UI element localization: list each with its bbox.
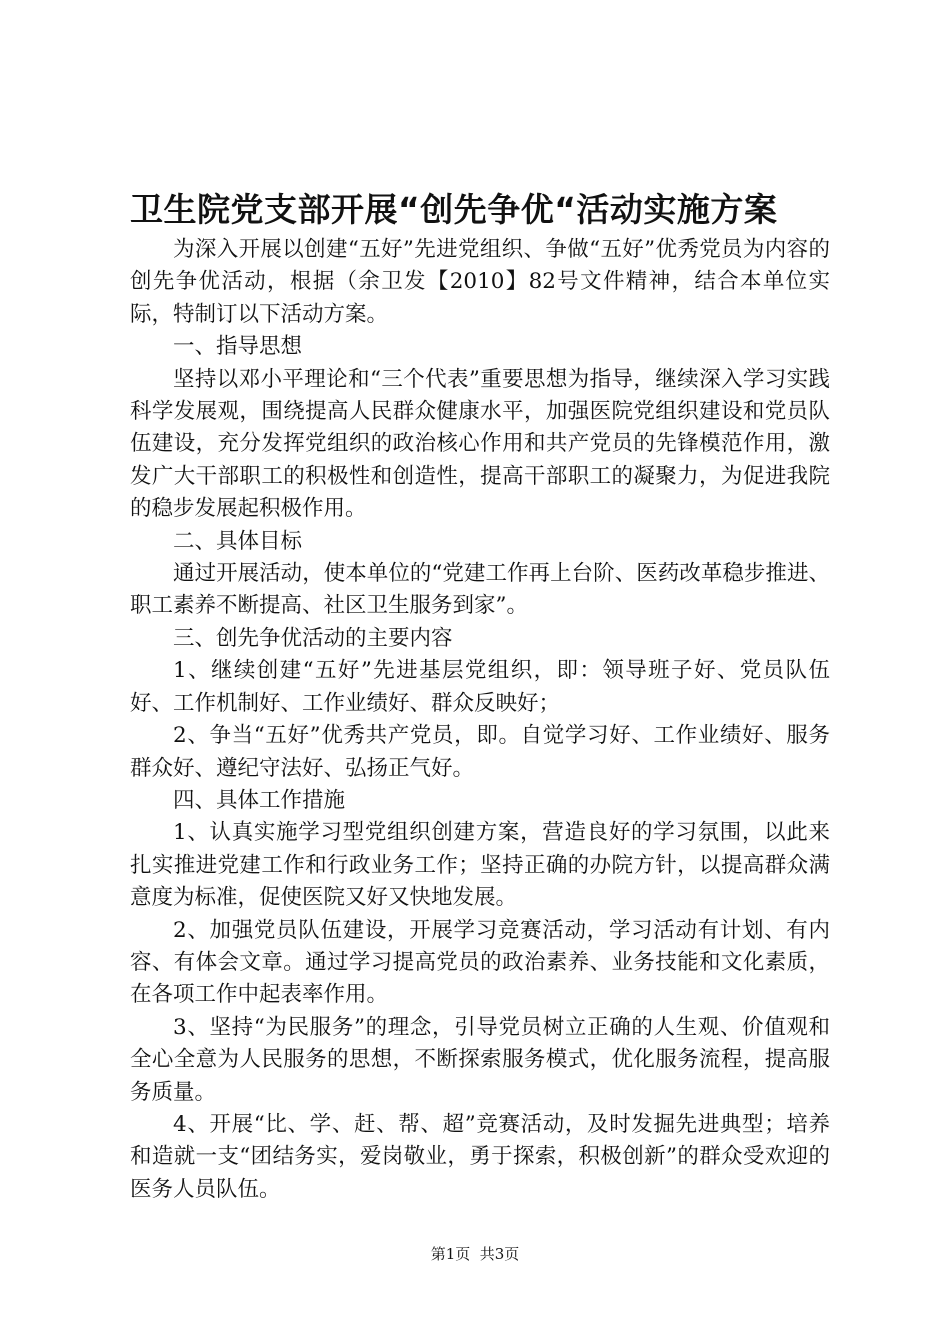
work-measure-item-4: 4、开展“比、学、赶、帮、超”竞赛活动，及时发掘先进典型；培养和造就一支“团结务实，爱岗敬业，勇于探索，积极创新”的群众受欢迎的医务人员队伍。 [130, 1111, 830, 1202]
section-heading-guiding-ideology: 一、指导思想 [173, 334, 303, 360]
section-heading-work-measures: 四、具体工作措施 [173, 787, 346, 813]
main-content-item-1: 1、继续创建“五好”先进基层党组织，即：领导班子好、党员队伍好、工作机制好、工作业绩好、群众反映好； [130, 658, 830, 716]
guiding-ideology-paragraph: 坚持以邓小平理论和“三个代表”重要思想为指导，继续深入学习实践科学发展观，围绕提高人民群众健康水平，加强医院党组织建设和党员队伍建设，充分发挥党组织的政治核心作用和共产党员的先锋模范作用，激发广大干部职工的积极性和创造性，提高干部职工的凝聚力，为促进我院的稳步发展起积极作用。 [130, 366, 830, 522]
intro-paragraph: 为深入开展以创建“五好”先进党组织、争做“五好”优秀党员为内容的创先争优活动，根据（余卫发【2010】82号文件精神，结合本单位实际，特制订以下活动方案。 [130, 237, 830, 327]
page-footer: 第1页 共3页 [430, 1245, 520, 1263]
specific-goals-paragraph: 通过开展活动，使本单位的“党建工作再上台阶、医药改革稳步推进、职工素养不断提高、社区卫生服务到家”。 [130, 561, 830, 619]
document-title: 卫生院党支部开展“创先争优“活动实施方案 [130, 190, 778, 229]
document-body [130, 234, 830, 1206]
main-content-item-2: 2、争当“五好”优秀共产党员，即。自觉学习好、工作业绩好、服务群众好、遵纪守法好、弘扬正气好。 [130, 723, 830, 781]
section-heading-specific-goals: 二、具体目标 [173, 528, 303, 554]
section-heading-main-content: 三、创先争优活动的主要内容 [173, 625, 453, 651]
work-measure-item-3: 3、坚持“为民服务”的理念，引导党员树立正确的人生观、价值观和全心全意为人民服务的思想，不断探索服务模式，优化服务流程，提高服务质量。 [130, 1014, 830, 1105]
work-measure-item-2: 2、加强党员队伍建设，开展学习竞赛活动，学习活动有计划、有内容、有体会文章。通过学习提高党员的政治素养、业务技能和文化素质，在各项工作中起表率作用。 [130, 917, 830, 1008]
work-measure-item-1: 1、认真实施学习型党组织创建方案，营造良好的学习氛围，以此来扎实推进党建工作和行政业务工作；坚持正确的办院方针，以提高群众满意度为标准，促使医院又好又快地发展。 [130, 820, 830, 911]
